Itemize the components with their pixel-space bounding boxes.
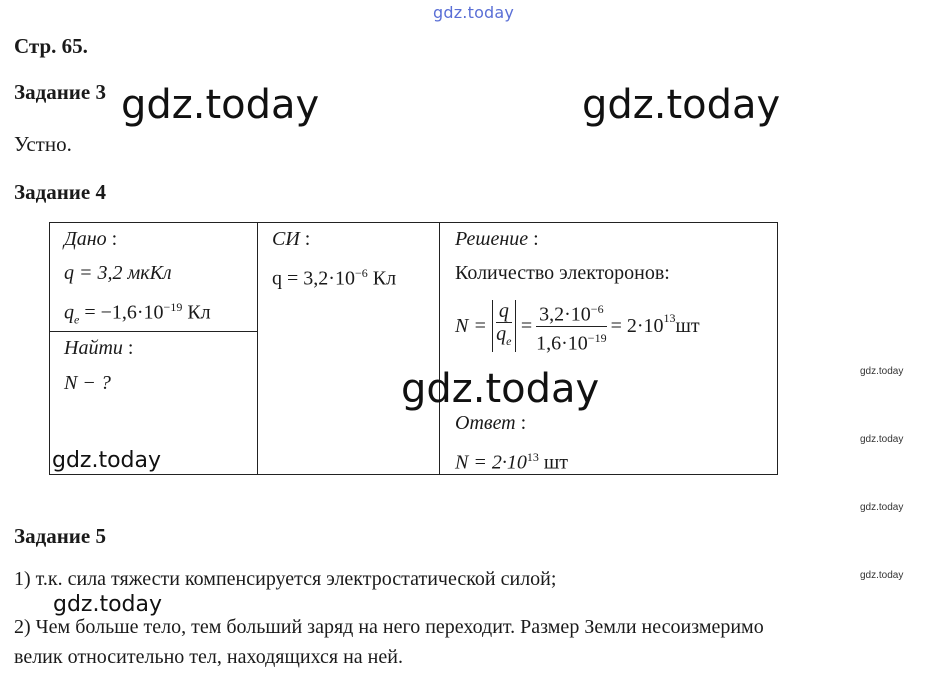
watermark-medium: gdz.today [52,448,162,473]
task5-line3: велик относительно тел, находящихся на ней. [14,646,403,668]
given-electron-charge: $q_e = -1,6\cdot 10^{-19}$ Кл [64,300,211,327]
solution-formula: N = $\frac{q}{q_e}$ = $\frac{3,2\cdot 10^{-6}}{1,6\cdot 10^{-19}}$ = 2·10 $^{13}$ шт [455,298,700,354]
answer-value: $N = 2\cdot 10^{13}$ шт [455,450,568,474]
find-title: Найти : [64,337,134,359]
watermark-large: gdz.today [121,82,320,128]
watermark-large: gdz.today [401,366,600,412]
watermark-large: gdz.today [582,82,781,128]
task5-line1: 1) т.к. сила тяжести компенсируется электростатической силой; [14,568,557,590]
si-title: СИ : [272,228,311,250]
watermark-small: gdz.today [860,366,904,377]
solution-text: Количество электоронов: [455,262,670,284]
task5-title: Задание 5 [14,524,106,548]
watermark-small: gdz.today [860,570,904,581]
given-title: Дано : [64,228,118,250]
task5-line2: 2) Чем больше тело, тем больший заряд на него переходит. Размер Земли несоизмеримо [14,616,764,638]
find-value: N − ? [64,372,111,394]
task3-title: Задание 3 [14,80,106,104]
task3-text: Устно. [14,132,72,156]
answer-title: Ответ : [455,412,527,434]
watermark-medium: gdz.today [53,592,163,617]
watermark-small: gdz.today [860,434,904,445]
page-label: Стр. 65. [14,34,88,58]
watermark-small: gdz.today [860,502,904,513]
solution-title: Решение : [455,228,539,250]
given-charge: q = 3,2 мкКл [64,262,172,284]
watermark-top: gdz.today [433,3,515,22]
si-value: $q = 3,2\cdot 10^{-6}$ Кл [272,266,397,290]
task4-title: Задание 4 [14,180,106,204]
